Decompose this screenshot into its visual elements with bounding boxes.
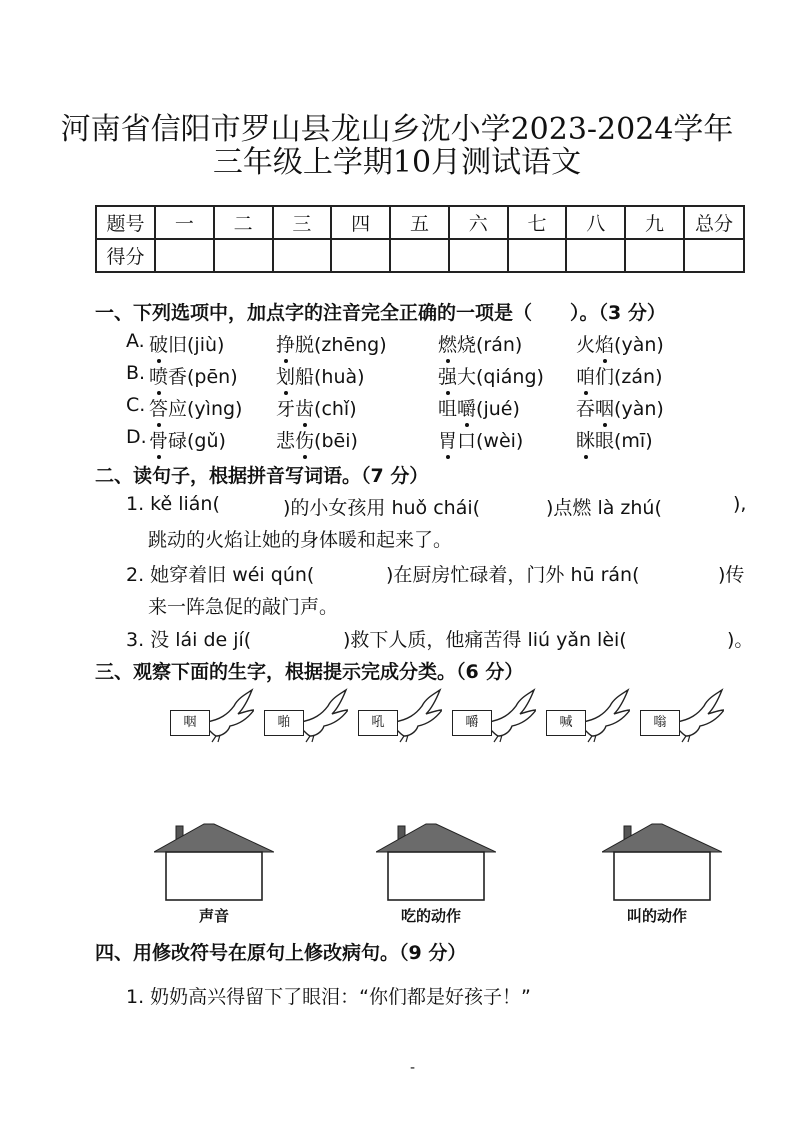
- bird-card: [264, 688, 348, 744]
- dotted-character: 喷: [149, 362, 168, 389]
- score-table-cell: 总分: [684, 206, 744, 239]
- dotted-character: 齿: [295, 394, 314, 421]
- house-icon: [376, 822, 496, 902]
- character-card: 喊: [546, 710, 586, 736]
- dotted-character: 伤: [295, 426, 314, 453]
- score-table-cell: 六: [449, 206, 508, 239]
- house-label-sound: 声音: [199, 907, 230, 925]
- character-card: 咽: [170, 710, 210, 736]
- score-input-cell[interactable]: [625, 239, 684, 272]
- option-pinyin: (yàn): [614, 398, 664, 420]
- bird-card: [170, 688, 254, 744]
- dotted-character: 眯: [576, 426, 595, 453]
- option-item: [576, 330, 664, 357]
- dotted-character: 划: [276, 362, 295, 389]
- bird-card: [546, 688, 630, 744]
- score-table-cell: 八: [566, 206, 625, 239]
- score-input-cell[interactable]: [449, 239, 508, 272]
- option-item: [576, 394, 664, 421]
- dotted-character: 破: [149, 330, 168, 357]
- character-card: 嚼: [452, 710, 492, 736]
- option-item: [149, 426, 226, 453]
- q2-sentence-1b: )的小女孩用 huǒ chái(: [283, 497, 481, 519]
- house-call: [602, 822, 722, 902]
- score-input-cell[interactable]: [331, 239, 390, 272]
- score-input-cell[interactable]: [273, 239, 332, 272]
- q2-sentence-2a: 2. 她穿着旧 wéi qún(: [126, 564, 315, 586]
- score-input-cell[interactable]: [566, 239, 625, 272]
- character-birds-row: [170, 688, 730, 748]
- q2-sentence-1c: )点燃 là zhú(: [546, 497, 662, 519]
- q2-sentence-1a: 1. kě lián(: [126, 493, 220, 515]
- option-item: [438, 330, 522, 357]
- option-prefix: 悲: [276, 430, 296, 452]
- dotted-character: 燃: [438, 330, 457, 357]
- character-card: 吼: [358, 710, 398, 736]
- option-pinyin: 船(huà): [295, 366, 365, 388]
- dotted-character: 胃: [438, 426, 457, 453]
- option-pinyin: 大(qiáng): [457, 366, 544, 388]
- dotted-character: 答: [149, 394, 168, 421]
- footer-mark: -: [410, 1060, 416, 1076]
- score-input-cell[interactable]: [214, 239, 273, 272]
- question-3-heading: 三、观察下面的生字，根据提示完成分类。（6 分）: [95, 661, 524, 683]
- score-table-cell: 四: [331, 206, 390, 239]
- score-table-cell: 三: [273, 206, 332, 239]
- exam-title-line1: 河南省信阳市罗山县龙山乡沈小学2023-2024学年: [60, 112, 734, 147]
- option-pinyin: 旧(jiù): [168, 334, 225, 356]
- option-item: [149, 394, 242, 421]
- option-pinyin: 应(yìng): [168, 398, 243, 420]
- score-input-cell[interactable]: [508, 239, 567, 272]
- option-label: B.: [126, 362, 146, 384]
- q2-sentence-2b: )在厨房忙碌着，门外 hū rán(: [386, 564, 640, 586]
- option-prefix: 火: [576, 334, 596, 356]
- q2-sentence-3a: 3. 没 lái de jí(: [126, 629, 252, 651]
- bird-card: [358, 688, 442, 744]
- option-pinyin: (bēi): [314, 430, 358, 452]
- score-table-cell: 一: [155, 206, 214, 239]
- bird-card: [452, 688, 536, 744]
- dotted-character: 强: [438, 362, 457, 389]
- option-pinyin: 烧(rán): [457, 334, 523, 356]
- option-pinyin: 香(pēn): [168, 366, 238, 388]
- option-item: [276, 362, 365, 389]
- character-card: 嗡: [640, 710, 680, 736]
- option-pinyin: 脱(zhēng): [295, 334, 387, 356]
- option-pinyin: 口(wèi): [457, 430, 524, 452]
- q2-sentence-3b: )救下人质，他痛苦得 liú yǎn lèi(: [343, 629, 627, 651]
- option-item: [276, 330, 387, 357]
- q2-sentence-1d: ),: [733, 493, 747, 515]
- option-item: [149, 362, 238, 389]
- score-table-score-row: [96, 239, 744, 272]
- score-input-cell[interactable]: [390, 239, 449, 272]
- option-label: C.: [126, 394, 146, 416]
- house-sound: [154, 822, 274, 902]
- q2-sentence-2d: 来一阵急促的敲门声。: [148, 596, 339, 618]
- score-table-cell: 九: [625, 206, 684, 239]
- q4-sentence-1: 1. 奶奶高兴得留下了眼泪：“你们都是好孩子！”: [126, 986, 531, 1008]
- option-label: A.: [126, 330, 145, 352]
- score-table: [95, 205, 745, 273]
- question-2-heading: 二、读句子，根据拼音写词语。（7 分）: [95, 465, 429, 487]
- option-item: [276, 394, 357, 421]
- option-pinyin: 眼(mī): [595, 430, 653, 452]
- option-item: [276, 426, 358, 453]
- dotted-character: 咱: [576, 362, 595, 389]
- option-label: D.: [126, 426, 147, 448]
- bird-card: [640, 688, 724, 744]
- option-item: [438, 394, 520, 421]
- dotted-character: 骨: [149, 426, 168, 453]
- option-pinyin: (jué): [476, 398, 520, 420]
- dotted-character: 嚼: [457, 394, 476, 421]
- exam-title-line2: 三年级上学期10月测试语文: [212, 145, 582, 180]
- option-pinyin: 们(zán): [595, 366, 663, 388]
- dotted-character: 焰: [595, 330, 614, 357]
- house-icon: [154, 822, 274, 902]
- score-table-cell: 二: [214, 206, 273, 239]
- house-label-call: 叫的动作: [627, 907, 688, 925]
- q2-sentence-1e: 跳动的火焰让她的身体暖和起来了。: [148, 529, 453, 551]
- option-prefix: 牙: [276, 398, 296, 420]
- house-label-eat: 吃的动作: [401, 907, 462, 925]
- house-eat: [376, 822, 496, 902]
- question-4-heading: 四、用修改符号在原句上修改病句。（9 分）: [95, 942, 467, 964]
- option-item: [149, 330, 224, 357]
- q2-sentence-2c: )传: [718, 564, 745, 586]
- score-table-cell: 题号: [96, 206, 155, 239]
- option-prefix: 吞: [576, 398, 596, 420]
- option-item: [438, 426, 523, 453]
- option-pinyin: 碌(gǔ): [168, 430, 226, 452]
- option-prefix: 咀: [438, 398, 458, 420]
- dotted-character: 挣: [276, 330, 295, 357]
- score-table-cell: 七: [508, 206, 567, 239]
- dotted-character: 咽: [595, 394, 614, 421]
- option-item: [576, 426, 653, 453]
- score-input-cell[interactable]: [684, 239, 744, 272]
- score-table-cell: 得分: [96, 239, 155, 272]
- score-table-cell: 五: [390, 206, 449, 239]
- score-input-cell[interactable]: [155, 239, 214, 272]
- option-item: [576, 362, 663, 389]
- option-pinyin: (chǐ): [314, 398, 357, 420]
- question-1-heading: 一、下列选项中，加点字的注音完全正确的一项是（ ）。（3 分）: [95, 302, 666, 324]
- house-icon: [602, 822, 722, 902]
- option-pinyin: (yàn): [614, 334, 664, 356]
- score-table-header-row: [96, 206, 744, 239]
- q2-sentence-3c: )。: [727, 629, 754, 651]
- option-item: [438, 362, 544, 389]
- character-card: 啪: [264, 710, 304, 736]
